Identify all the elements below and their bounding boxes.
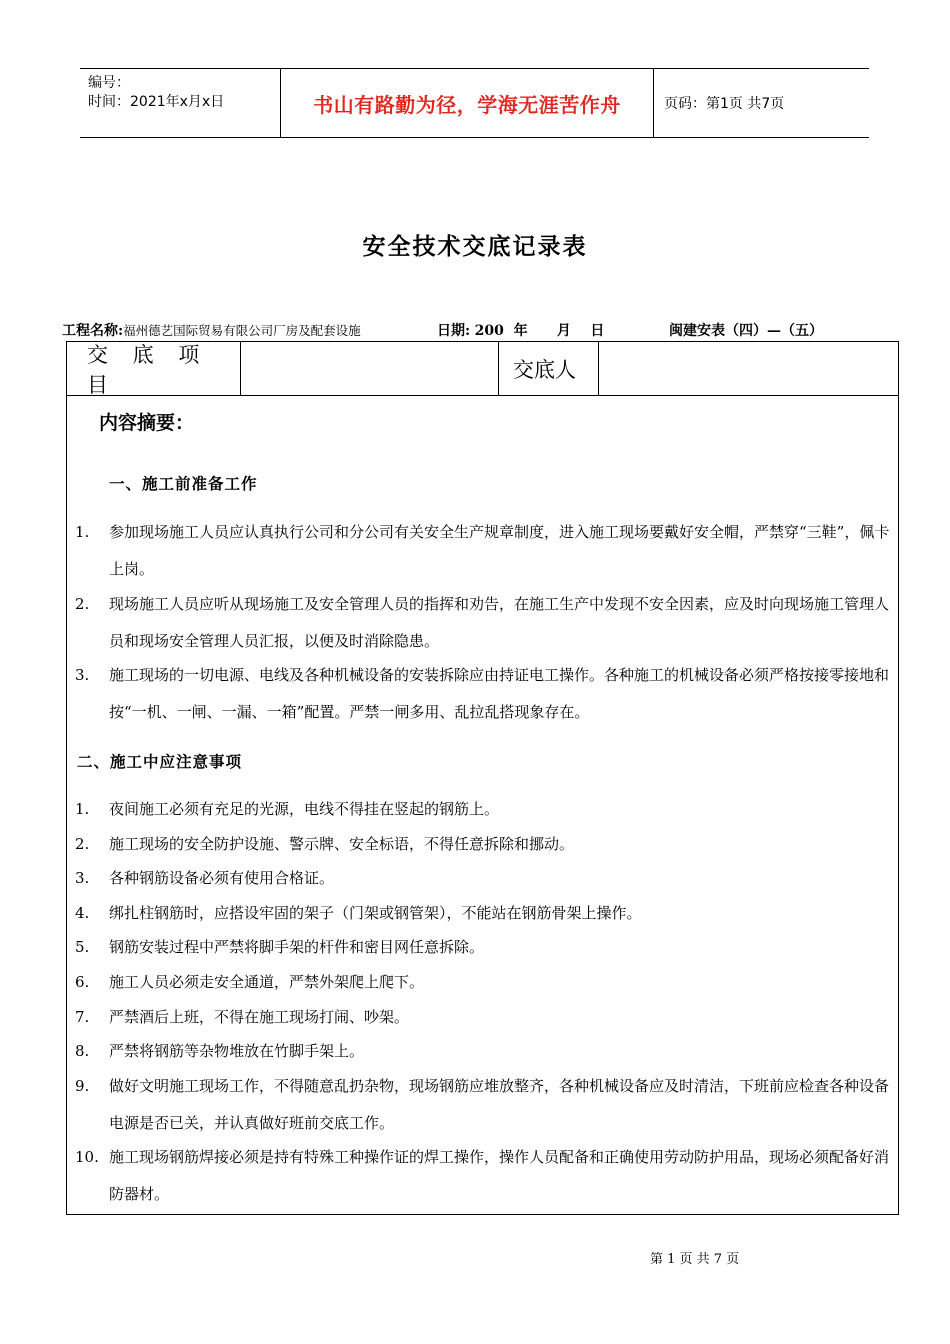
item-text: 严禁酒后上班，不得在施工现场打闹、吵架。 (109, 1008, 410, 1026)
person-label: 交底人 (499, 342, 599, 395)
section2-title: 二、施工中应注意事项 (77, 753, 243, 771)
time-label: 时间：2021年x月x日 (88, 94, 225, 110)
item-text: 施工现场的安全防护设施、警示牌、安全标语，不得任意拆除和挪动。 (109, 835, 575, 853)
project-label: 工程名称: (62, 323, 124, 339)
date-label: 日期: (437, 323, 471, 339)
item-number: 7. (75, 1008, 90, 1026)
person-value-field[interactable] (599, 342, 898, 395)
item-number: 2. (75, 595, 90, 613)
item-text: 做好文明施工现场工作，不得随意乱扔杂物，现场钢筋应堆放整齐，各种机械设备应及时清洁，下班前应检查各种设备电源是否已关，并认真做好班前交底工作。 (109, 1077, 890, 1132)
item-number: 9. (75, 1077, 90, 1095)
document-title: 安全技术交底记录表 (362, 233, 588, 260)
item-text: 现场施工人员应听从现场施工及安全管理人员的指挥和劝告，在施工生产中发现不安全因素，应及时向现场施工管理人员和现场安全管理人员汇报，以便及时消除隐患。 (109, 595, 890, 650)
item-text: 夜间施工必须有充足的光源，电线不得挂在竖起的钢筋上。 (109, 800, 500, 818)
item-number: 1. (75, 800, 90, 818)
item-number: 4. (75, 904, 90, 922)
section1-title: 一、施工前准备工作 (109, 475, 258, 493)
motto: 书山有路勤为径，学海无涯苦作舟 (281, 69, 654, 137)
item-text: 施工现场的一切电源、电线及各种机械设备的安装拆除应由持证电工操作。各种施工的机械设备必须严格按接零接地和按“一机、一闸、一漏、一箱”配置。严禁一闸多用、乱拉乱搭现象存在。 (109, 666, 890, 721)
table-header-row (67, 342, 898, 396)
item-text: 绑扎柱钢筋时，应搭设牢固的架子（门架或钢管架），不能站在钢筋骨架上操作。 (109, 904, 642, 922)
item-value-field[interactable] (241, 342, 499, 395)
item-text: 施工人员必须走安全通道，严禁外架爬上爬下。 (109, 973, 425, 991)
item-text: 严禁将钢筋等杂物堆放在竹脚手架上。 (109, 1042, 365, 1060)
disclosure-table (66, 341, 899, 1215)
item-text: 参加现场施工人员应认真执行公司和分公司有关安全生产规章制度，进入施工现场要戴好安全帽，严禁穿“三鞋”，佩卡上岗。 (109, 523, 890, 578)
date-value: 200 年 月 日 (474, 323, 605, 339)
item-number: 5. (75, 938, 90, 956)
item-text: 施工现场钢筋焊接必须是持有特殊工种操作证的焊工操作，操作人员配备和正确使用劳动防护用品，现场必须配备好消防器材。 (109, 1148, 890, 1203)
project-name: 福州德艺国际贸易有限公司厂房及配套设施 (123, 323, 361, 338)
item-number: 8. (75, 1042, 90, 1060)
item-text: 钢筋安装过程中严禁将脚手架的杆件和密目网任意拆除。 (109, 938, 485, 956)
page-header (80, 68, 869, 138)
summary-label: 内容摘要： (99, 412, 195, 434)
item-label: 交 底 项 目 (67, 342, 241, 395)
item-number: 3. (75, 869, 90, 887)
item-number: 3. (75, 666, 90, 684)
item-number: 1. (75, 523, 90, 541)
footer-page-number: 第 1 页 共 7 页 (650, 1252, 740, 1267)
header-info (80, 69, 281, 137)
item-text: 各种钢筋设备必须有使用合格证。 (109, 869, 335, 887)
form-code (669, 320, 823, 340)
form-code-text: 闽建安表（四）—（五） (669, 323, 823, 339)
project-meta (62, 320, 361, 340)
item-number: 10. (75, 1148, 99, 1166)
page-info: 页码：第1页 共7页 (664, 96, 785, 112)
date-meta (437, 320, 604, 340)
item-number: 6. (75, 973, 90, 991)
code-label: 编号： (88, 75, 130, 91)
item-number: 2. (75, 835, 90, 853)
